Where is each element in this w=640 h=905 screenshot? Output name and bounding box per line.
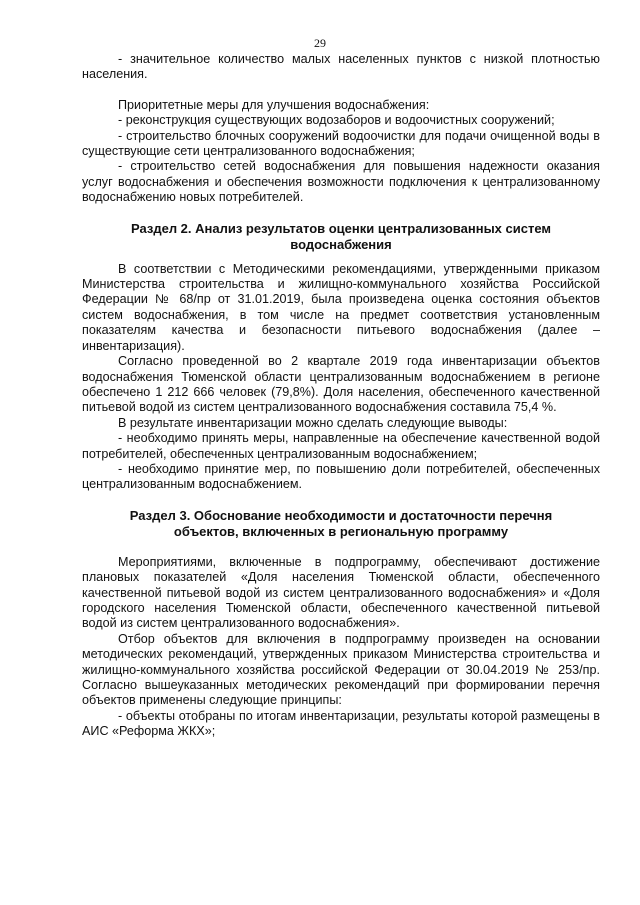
intro-list-item: - значительное количество малых населенных пунктов с низкой плотностью населения. (82, 52, 600, 82)
section-3-title: Раздел 3. Обоснование необходимости и достаточности перечня объектов, включенных в региональную программу (129, 507, 553, 539)
section-2-title: Раздел 2. Анализ результатов оценки централизованных систем водоснабжения (130, 220, 552, 252)
priorities-item: - реконструкция существующих водозаборов и водоочистных сооружений; (118, 113, 555, 128)
priorities-heading: Приоритетные меры для улучшения водоснабжения: (118, 97, 430, 112)
section-2-paragraph: В результате инвентаризации можно сделать следующие выводы: (118, 415, 508, 430)
section-2-list-item: - необходимо принятие мер, по повышению доли потребителей, обеспеченных централизованным водоснабжением. (82, 461, 600, 492)
section-3-list-item: - объекты отобраны по итогам инвентаризации, результаты которой размещены в АИС «Реформа ЖКХ»; (82, 708, 600, 739)
priorities-item: - строительство блочных сооружений водоочистки для подачи очищенной воды в существующие сети централизованного водоснабжения; (82, 128, 600, 159)
section-2-paragraph: В соответствии с Методическими рекомендациями, утвержденными приказом Министерства строительства и жилищно-коммунального хозяйства Российской Федерации № 68/пр от 31.01.2019, была произведена оценка состояния объектов систем водоснабжения, в том числе на предмет соответствия установленным показателям качества и безопасности питьевого водоснабжения (далее – инвентаризация). (82, 261, 600, 353)
page-content (82, 52, 600, 740)
section-3-paragraph: Мероприятиями, включенные в подпрограмму, обеспечивают достижение плановых показателей «Доля населения Тюменской области, обеспеченного качественной питьевой водой из систем централизованного водоснабжения» и «Доля городского населения Тюменской области, обеспеченного качественной питьевой водой из систем централизованного водоснабжения». (82, 554, 600, 631)
priorities-item: - строительство сетей водоснабжения для повышения надежности оказания услуг водоснабжения и обеспечения возможности подключения к централизованному водоснабжению новых потребителей. (82, 159, 600, 205)
section-2-list-item: - необходимо принять меры, направленные на обеспечение качественной водой потребителей, обеспеченных централизованным водоснабжением; (82, 431, 600, 461)
section-2-paragraph: Согласно проведенной во 2 квартале 2019 года инвентаризации объектов водоснабжения Тюменской области централизованным водоснабжением в регионе обеспечено 1 212 666 человек (79,8%). Доля населения, обеспеченного качественной питьевой водой из систем централизованного водоснабжения составила 75,4 %. (82, 354, 600, 415)
section-3-paragraph: Отбор объектов для включения в подпрограмму произведен на основании методических рекомендаций, утвержденных приказом Министерства строительства и жилищно-коммунального хозяйства российской Федерации от 30.04.2019 № 253/пр. Согласно вышеуказанных методических рекомендаций при формировании перечня объектов применены следующие принципы: (82, 631, 600, 708)
page-number: 29 (314, 36, 326, 50)
